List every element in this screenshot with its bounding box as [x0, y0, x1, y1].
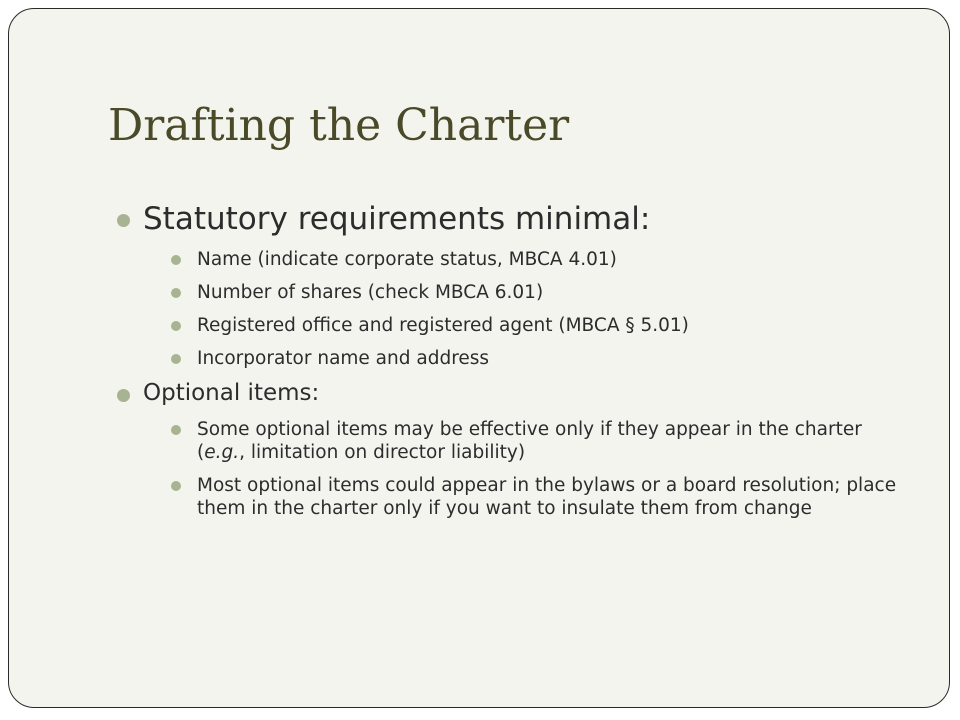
- list-item-text: Number of shares (check MBCA 6.01): [197, 282, 544, 304]
- list-item: [171, 418, 907, 464]
- slide-title: Drafting the Charter: [108, 100, 570, 151]
- sub-bullet-list: [171, 418, 907, 520]
- list-item: [171, 347, 907, 370]
- list-item-text-part: Some optional items may be effective only if they appear in the charter (: [197, 418, 862, 463]
- section-heading: Optional items:: [143, 380, 320, 407]
- bullet-list: [117, 201, 907, 520]
- bullet-icon: [171, 288, 181, 298]
- section-optional-items: [117, 380, 907, 520]
- section-heading: Statutory requirements minimal:: [143, 201, 651, 237]
- list-item-text: [197, 419, 862, 463]
- bullet-icon: [171, 255, 181, 265]
- example-abbreviation: e.g.: [204, 441, 240, 463]
- list-item-text-part: , limitation on director liability): [239, 441, 526, 463]
- list-item: [171, 474, 907, 520]
- sub-bullet-list: [171, 248, 907, 370]
- slide-frame: [8, 8, 950, 708]
- list-item-text: Incorporator name and address: [197, 348, 490, 370]
- bullet-icon: [171, 425, 181, 435]
- list-item: [171, 281, 907, 304]
- bullet-icon: [117, 389, 130, 402]
- bullet-icon: [117, 214, 130, 227]
- list-item: [171, 314, 907, 337]
- bullet-icon: [171, 321, 181, 331]
- list-item-text: Registered office and registered agent (MBCA § 5.01): [197, 315, 689, 337]
- bullet-icon: [171, 481, 181, 491]
- slide-content: [117, 201, 907, 520]
- bullet-icon: [171, 354, 181, 364]
- list-item: [171, 248, 907, 271]
- list-item-text: Name (indicate corporate status, MBCA 4.01): [197, 249, 617, 271]
- section-statutory-requirements: [117, 201, 907, 370]
- list-item-text: Most optional items could appear in the bylaws or a board resolution; place them in the charter only if you want to insulate them from change: [197, 474, 897, 519]
